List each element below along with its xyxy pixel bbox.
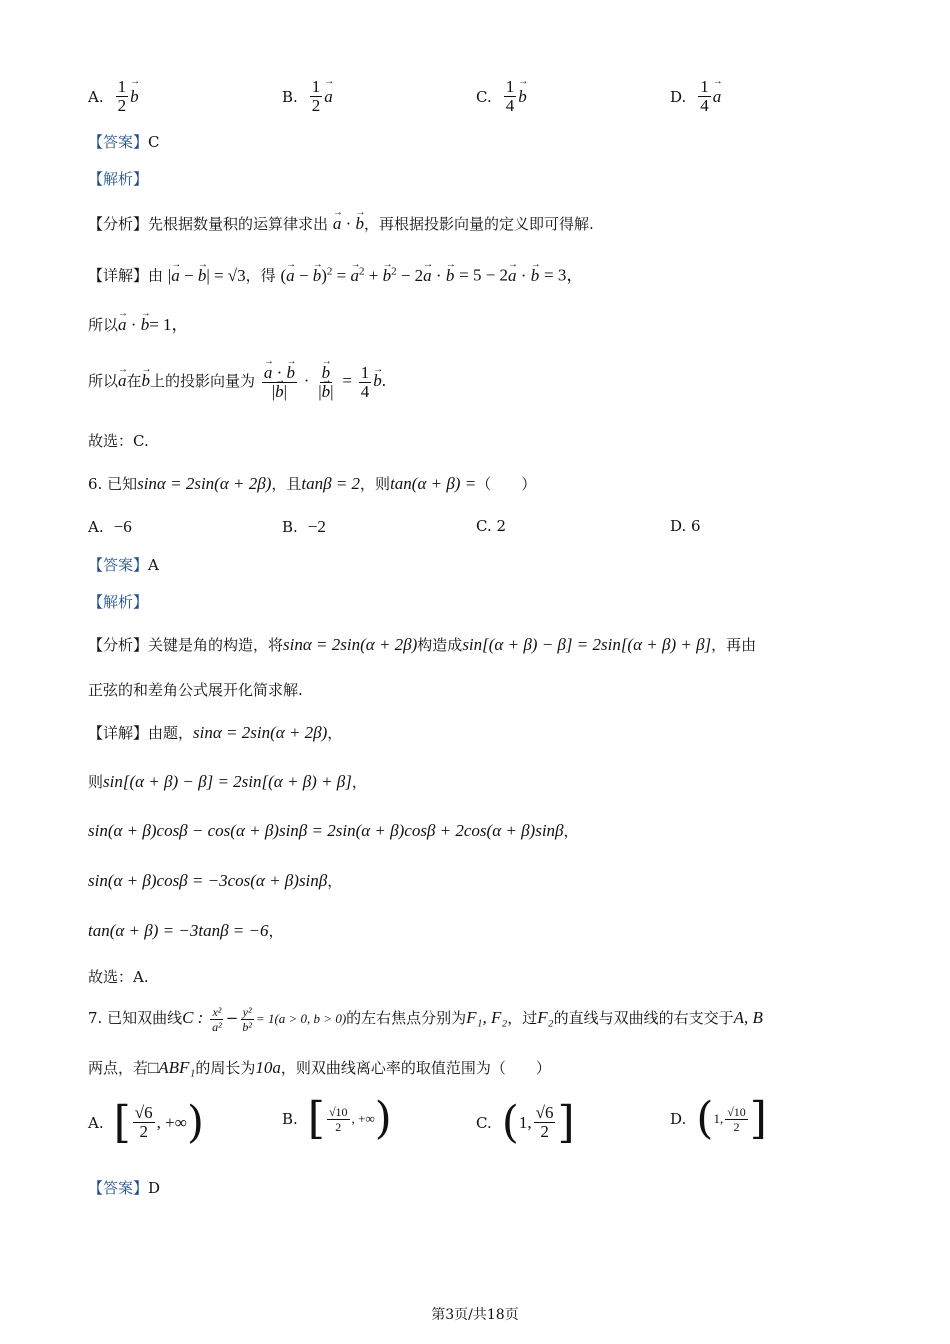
result-fraction: $\frac{1}{4}$	[360, 362, 370, 401]
option-fraction: $\frac{1}{4}$	[700, 77, 709, 115]
q7-answer	[88, 1177, 160, 1199]
q7-option-a: A. [ $\frac{√6}{2}$ , +∞ )	[88, 1096, 205, 1148]
option-label: B.	[282, 87, 298, 106]
option-fraction: $\frac{√10}{2}$	[328, 1104, 348, 1134]
norm-eq: |→ a − → b| = √3	[168, 266, 246, 285]
option-fraction: $\frac{1}{4}$	[505, 77, 515, 115]
q7-option-d: D. ( 1, $\frac{√10}{2}$ ]	[670, 1093, 767, 1144]
text: ，	[327, 724, 343, 742]
q6-stem	[88, 473, 536, 495]
option-fraction: $\frac{√10}{2}$	[727, 1104, 746, 1134]
option-vector: → b	[518, 87, 527, 107]
q6-conclusion: 故选：A.	[88, 968, 149, 986]
math: A, B	[733, 1008, 763, 1027]
q5-xiangjie	[88, 260, 583, 287]
math: = 1(a > 0, b > 0)	[255, 1011, 347, 1026]
option-value: −2	[307, 517, 326, 536]
text: 关键是角的构造，将	[148, 636, 284, 654]
q6-analysis-tag	[88, 591, 148, 613]
page-footer: 第3页/共18页	[431, 1307, 519, 1323]
math: sin[(α + β) − β] = 2sin[(α + β) + β]	[103, 772, 352, 791]
xiangjie-text: 由	[148, 266, 164, 285]
dot-product: → a · → b	[118, 315, 149, 334]
text: 的直线与双曲线的右支交于	[553, 1009, 734, 1027]
expand-eq-value: = 5 − 2	[459, 265, 509, 285]
option-head: 1,	[713, 1111, 724, 1126]
text: ，	[327, 872, 343, 890]
dot-product: → a · → b	[333, 214, 364, 233]
option-label: A.	[88, 87, 104, 106]
math: F₁, F₂	[466, 1008, 508, 1027]
xiangjie-tag: 【详解】	[88, 266, 149, 285]
fenxi-text: 先根据数量积的运算律求出	[148, 215, 329, 233]
q6-step2	[88, 820, 579, 842]
text: ，	[268, 922, 284, 940]
text: 的周长为	[195, 1059, 256, 1077]
option-label: A.	[88, 518, 104, 536]
q6-fenxi	[88, 634, 756, 656]
dot-product: → a · → b	[508, 266, 539, 285]
q5-option-d	[670, 78, 721, 115]
math: C :	[182, 1008, 204, 1027]
xiangjie-text: ，得	[245, 266, 276, 285]
q6-fenxi-line2: 正弦的和差角公式展开化简求解.	[88, 681, 303, 699]
fenxi-tag: 【分析】	[88, 215, 149, 233]
answer-value: A	[148, 556, 159, 574]
q6-option-b	[282, 517, 326, 537]
option-vector: → a	[713, 87, 722, 107]
xiangjie-tag: 【详解】	[88, 724, 149, 742]
option-vector: → b	[130, 87, 139, 107]
math: tanβ = 2	[301, 474, 361, 493]
text: ，且	[271, 475, 302, 493]
math: tan(α + β) =	[390, 474, 477, 493]
math: sinα = 2sin(α + 2β)	[193, 723, 328, 742]
text: ，再由	[711, 636, 757, 654]
q6-option-a	[88, 517, 132, 537]
text: ，	[563, 822, 579, 840]
option-tail: , +∞	[156, 1112, 187, 1132]
answer-value: D	[148, 1179, 161, 1197]
option-fraction: $\frac{1}{2}$	[311, 77, 321, 115]
q5-option-b	[282, 78, 333, 115]
text: 由题，	[148, 724, 194, 742]
option-value: −6	[113, 517, 132, 536]
q6-step3	[88, 870, 342, 892]
math: sinα = 2sin(α + 2β)	[137, 474, 272, 493]
text: ，	[351, 773, 367, 791]
projection-fraction: → $\frac{a \cdot \to b}{|\to b|}$	[262, 364, 297, 401]
q6-answer	[88, 554, 159, 576]
text: 6. 已知	[88, 475, 138, 493]
option-tail: , +∞	[351, 1111, 375, 1126]
math: □ABF₁	[148, 1058, 196, 1077]
vector-a: → a	[118, 360, 127, 402]
analysis-tag: 【解析】	[88, 170, 149, 188]
option-fraction: $\frac{1}{2}$	[117, 77, 127, 115]
text: ，则双曲线离心率的取值范围为（ ）	[280, 1059, 551, 1077]
math: sinα = 2sin(α + 2β)	[283, 635, 418, 654]
q6-option-d: D. 6	[670, 517, 701, 535]
text: 所以	[88, 372, 119, 390]
q5-answer	[88, 131, 160, 153]
text: 的左右焦点分别为	[346, 1009, 467, 1027]
x-fraction: $\frac{\text{x²}}{\text{a²}}$	[212, 1004, 222, 1034]
option-label: D.	[670, 87, 687, 106]
text: ，则	[360, 475, 391, 493]
option-vector: → a	[324, 87, 333, 107]
q6-xiangjie	[88, 722, 342, 744]
q5-option-a	[88, 78, 139, 115]
q6-step4	[88, 920, 284, 942]
q7-stem-line2	[88, 1057, 551, 1079]
option-fraction: $\frac{√6}{2}$	[134, 1103, 153, 1141]
vector-b: → b	[142, 360, 151, 402]
text: 上的投影向量为	[150, 372, 256, 390]
option-fraction: $\frac{√6}{2}$	[535, 1103, 554, 1141]
answer-tag: 【答案】	[88, 556, 149, 574]
math: 10a	[255, 1058, 281, 1077]
math: F₂	[537, 1008, 554, 1027]
q5-line2	[88, 314, 189, 336]
q7-option-c: C. ( 1, $\frac{√6}{2}$ ]	[476, 1096, 575, 1148]
math: sin[(α + β) − β] = 2sin[(α + β) + β]	[462, 635, 712, 654]
option-label: B.	[282, 518, 298, 536]
y-fraction: $\frac{\text{y²}}{\text{b²}}$	[242, 1004, 252, 1034]
analysis-tag: 【解析】	[88, 593, 149, 611]
q5-conclusion: 故选：C.	[88, 432, 149, 450]
text: 在	[126, 372, 142, 390]
option-label: C.	[476, 87, 492, 106]
math: sin(α + β)cosβ − cos(α + β)sinβ = 2sin(α + β)cosβ + 2cos(α + β)sinβ	[88, 821, 564, 840]
text: 则	[88, 773, 104, 791]
q7-option-b: B. [ $\frac{√10}{2}$ , +∞ )	[282, 1093, 392, 1144]
math: sin(α + β)cosβ = −3cos(α + β)sinβ	[88, 871, 328, 890]
expand-eq: (→ a − → b)$^2$ = → $a^2$ + → $b^2 - 2\to a$ · → b	[280, 266, 454, 285]
q6-option-c: C. 2	[476, 517, 507, 535]
unit-vector-fraction: → $\frac{b}{|\to b|}$	[316, 364, 335, 401]
expand-eq-result: = 3，	[544, 265, 584, 285]
text: = 1，	[149, 315, 189, 334]
fenxi-text: ，再根据投影向量的定义即可得解.	[363, 215, 594, 233]
answer-value: C	[148, 133, 160, 151]
text: ，过	[507, 1009, 538, 1027]
option-label: B.	[282, 1110, 298, 1128]
q7-stem: 7. 已知双曲线C : $\frac{\text{x²}}{\text{a²}}$ − $\frac{\text{y²}}{\text{b²}}$ = 1(a > 0, b > 0)的左右焦点分别为F₁, F₂，过F₂的直线与双曲线的右支交于A, B	[88, 1004, 763, 1034]
text: 构造成	[417, 636, 463, 654]
q5-option-c	[476, 78, 527, 115]
text: （ ）	[476, 475, 537, 493]
option-label: A.	[88, 1113, 104, 1132]
answer-tag: 【答案】	[88, 133, 149, 151]
math: tan(α + β) = −3tanβ = −6	[88, 921, 269, 940]
option-label: C.	[476, 1113, 492, 1132]
answer-tag: 【答案】	[88, 1179, 149, 1197]
fenxi-tag: 【分析】	[88, 636, 149, 654]
text: 7. 已知双曲线	[88, 1009, 183, 1027]
q5-fenxi	[88, 213, 594, 235]
text: 两点，若	[88, 1059, 149, 1077]
option-label: D.	[670, 1110, 687, 1128]
text: 所以	[88, 316, 119, 334]
q5-line3: 所以→ a在→ b上的投影向量为 → $\frac{a \cdot \to b}{|\to b|}$ · → $\frac{b}{|\to b|}$ = $\frac{1}{4}$ → b.	[88, 360, 386, 402]
q5-analysis-tag	[88, 168, 148, 190]
q6-step1	[88, 771, 367, 793]
option-head: 1,	[518, 1112, 532, 1132]
